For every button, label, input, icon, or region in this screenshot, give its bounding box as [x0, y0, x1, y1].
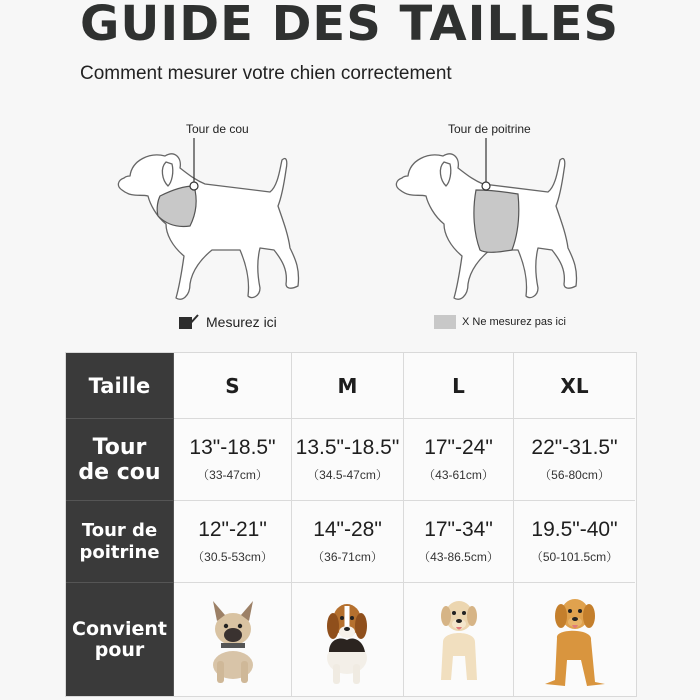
legend-measure-here-label: Mesurez ici [206, 314, 277, 330]
row-header-size [66, 353, 174, 419]
chest-inches: 12"-21" [198, 518, 267, 541]
chest-cell-s [174, 501, 292, 583]
neck-measure-dog-diagram [110, 138, 310, 308]
chest-cm: （43-86.5cm） [418, 550, 499, 564]
dog-cell-xl [514, 583, 635, 696]
neck-cm: （56-80cm） [539, 468, 610, 482]
page-title: GUIDE DES TAILLES [80, 0, 620, 52]
neck-cm: （43-61cm） [423, 468, 494, 482]
size-label: L [452, 373, 465, 398]
checkbox-check-icon [178, 314, 200, 330]
row-header-size-text: Taille [88, 373, 151, 398]
neck-inches: 17"-24" [424, 436, 493, 459]
neck-cell-m [292, 419, 404, 501]
size-header-xl [514, 353, 635, 419]
size-label: M [337, 373, 358, 398]
golden-retriever-photo [535, 588, 615, 692]
size-header-l [404, 353, 514, 419]
row-header-chest [66, 501, 174, 583]
french-bulldog-photo [203, 595, 263, 685]
gray-swatch-icon [434, 315, 456, 329]
row-header-neck-line1: Tour [92, 434, 147, 460]
chest-inches: 17"-34" [424, 518, 493, 541]
chest-cm: （50-101.5cm） [530, 550, 619, 564]
page-subtitle: Comment mesurer votre chien correctement [80, 63, 452, 84]
chest-inches: 14"-28" [313, 518, 382, 541]
beagle-photo [313, 592, 383, 688]
neck-cell-s [174, 419, 292, 501]
legend-do-not-measure [434, 315, 566, 329]
row-header-fits-line2: pour [94, 638, 145, 661]
size-label: S [225, 373, 240, 398]
legend-do-not-measure-label: X Ne mesurez pas ici [462, 316, 566, 328]
neck-cm: （33-47cm） [197, 468, 268, 482]
chest-diagram-label: Tour de poitrine [448, 122, 531, 136]
chest-measure-dog-diagram [388, 138, 588, 308]
chest-cm: （30.5-53cm） [192, 550, 273, 564]
chest-cell-m [292, 501, 404, 583]
chest-cm: （36-71cm） [312, 550, 383, 564]
size-header-s [174, 353, 292, 419]
neck-diagram-label: Tour de cou [186, 122, 249, 136]
neck-cm: （34.5-47cm） [307, 468, 388, 482]
row-header-fits [66, 583, 174, 696]
labrador-photo [427, 590, 491, 690]
dog-cell-l [404, 583, 514, 696]
neck-cell-l [404, 419, 514, 501]
dog-cell-m [292, 583, 404, 696]
chest-cell-l [404, 501, 514, 583]
neck-inches: 13.5"-18.5" [295, 436, 400, 459]
row-header-fits-line1: Convient [72, 617, 167, 640]
chest-cell-xl [514, 501, 635, 583]
row-header-neck [66, 419, 174, 501]
dog-cell-s [174, 583, 292, 696]
size-chart-table [65, 352, 637, 697]
row-header-chest-line1: Tour de [81, 519, 158, 541]
row-header-neck-line2: de cou [78, 459, 161, 485]
neck-inches: 13"-18.5" [189, 436, 276, 459]
size-label: XL [560, 373, 589, 398]
legend-measure-here [178, 314, 277, 330]
chest-inches: 19.5"-40" [531, 518, 618, 541]
neck-cell-xl [514, 419, 635, 501]
neck-inches: 22"-31.5" [531, 436, 618, 459]
size-header-m [292, 353, 404, 419]
row-header-chest-line2: poitrine [79, 541, 160, 563]
